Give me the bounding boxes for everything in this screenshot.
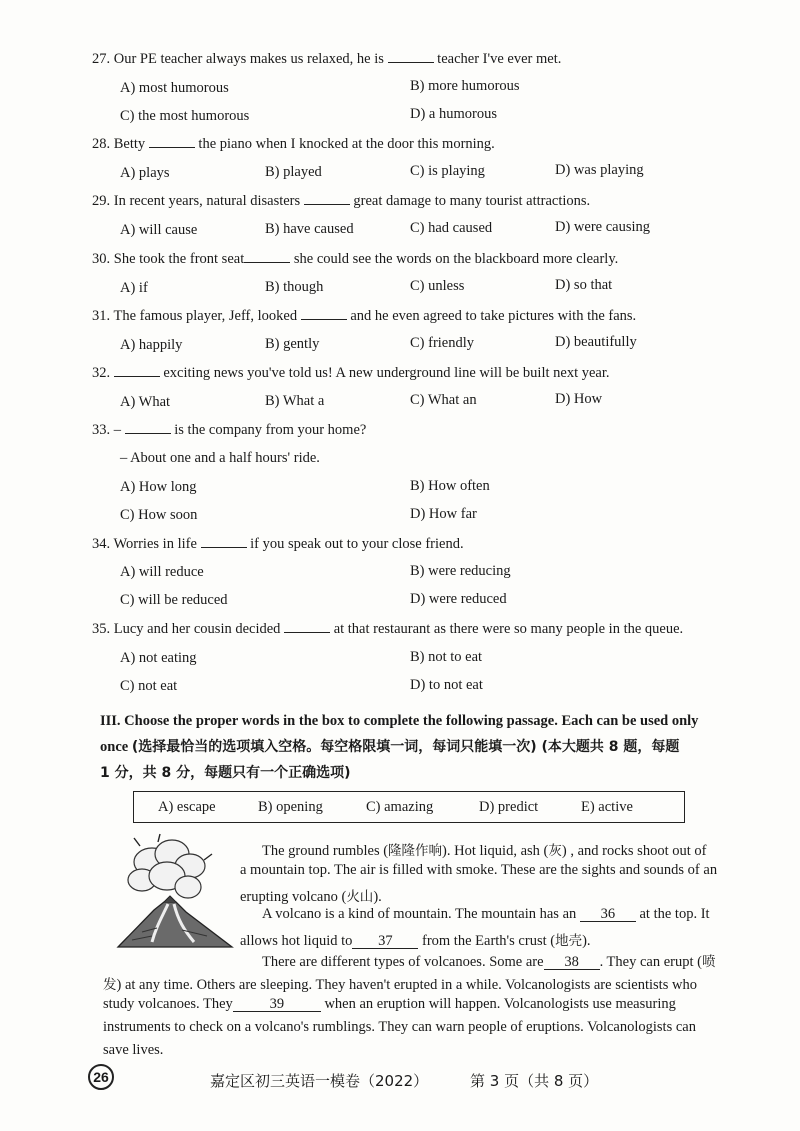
option-31-b[interactable]: B) gently — [265, 336, 320, 352]
answer-blank[interactable] — [304, 192, 350, 205]
answer-blank[interactable] — [301, 307, 347, 320]
option-34-b[interactable]: B) were reducing — [410, 563, 511, 579]
question-34: 34. Worries in life if you speak out to your close friend. — [92, 536, 464, 552]
option-31-c[interactable]: C) friendly — [410, 335, 475, 351]
option-30-d[interactable]: D) so that — [555, 277, 613, 293]
blank-38[interactable]: 38 — [544, 955, 600, 970]
option-33-d[interactable]: D) How far — [410, 506, 477, 522]
page-badge: 26 — [88, 1064, 114, 1090]
passage-p3-line5: save lives. — [103, 1042, 164, 1058]
option-27-b[interactable]: B) more humorous — [410, 78, 520, 94]
option-32-c[interactable]: C) What an — [410, 392, 477, 408]
question-32: 32. exciting news you've told us! A new underground line will be built next year. — [92, 365, 610, 381]
option-29-a[interactable]: A) will cause — [120, 222, 198, 238]
option-34-a[interactable]: A) will reduce — [120, 564, 204, 580]
option-31-a[interactable]: A) happily — [120, 337, 183, 353]
option-29-c[interactable]: C) had caused — [410, 220, 493, 236]
volcano-illustration — [112, 832, 237, 952]
word-option-d[interactable]: D) predict — [479, 799, 539, 815]
word-option-e[interactable]: E) active — [581, 799, 633, 815]
section-3-line-1: III. Choose the proper words in the box to complete the following passage. Each can be used only — [100, 713, 699, 729]
option-33-c[interactable]: C) How soon — [120, 507, 198, 523]
option-35-d[interactable]: D) to not eat — [410, 677, 483, 693]
option-27-a[interactable]: A) most humorous — [120, 80, 229, 96]
passage-p2-line1: A volcano is a kind of mountain. The mountain has an 36 at the top. It — [262, 906, 710, 922]
option-30-b[interactable]: B) though — [265, 279, 324, 295]
question-27: 27. Our PE teacher always makes us relaxed, he is teacher I've ever met. — [92, 51, 562, 67]
question-30: 30. She took the front seat she could see the words on the blackboard more clearly. — [92, 251, 619, 267]
option-32-b[interactable]: B) What a — [265, 393, 325, 409]
passage-p3-line2: 发) at any time. Others are sleeping. They haven't erupted in a while. Volcanologists are scientists who — [103, 977, 697, 993]
answer-blank[interactable] — [125, 421, 171, 434]
passage-p3-line4: instruments to check on a volcano's rumblings. They can warn people of eruptions. Volcanologists can — [103, 1019, 696, 1035]
option-31-d[interactable]: D) beautifully — [555, 334, 637, 350]
option-29-b[interactable]: B) have caused — [265, 221, 354, 237]
answer-blank[interactable] — [201, 535, 247, 548]
question-31: 31. The famous player, Jeff, looked and he even agreed to take pictures with the fans. — [92, 308, 637, 324]
option-30-c[interactable]: C) unless — [410, 278, 465, 294]
question-28: 28. Betty the piano when I knocked at the door this morning. — [92, 136, 495, 152]
option-33-b[interactable]: B) How often — [410, 478, 490, 494]
blank-36[interactable]: 36 — [580, 907, 636, 922]
option-33-a[interactable]: A) How long — [120, 479, 197, 495]
question-29: 29. In recent years, natural disasters great damage to many tourist attractions. — [92, 193, 591, 209]
footer-title: 嘉定区初三英语一模卷（2022） — [210, 1072, 429, 1090]
section-3-line-3: 1 分，共 8 分，每题只有一个正确选项) — [100, 765, 351, 781]
footer-page-number: 第 3 页（共 8 页） — [470, 1072, 599, 1090]
option-35-b[interactable]: B) not to eat — [410, 649, 483, 665]
word-box — [133, 791, 685, 823]
option-27-d[interactable]: D) a humorous — [410, 106, 497, 122]
option-30-a[interactable]: A) if — [120, 280, 148, 296]
option-32-d[interactable]: D) How — [555, 391, 603, 407]
option-32-a[interactable]: A) What — [120, 394, 171, 410]
answer-blank[interactable] — [149, 135, 195, 148]
option-28-d[interactable]: D) was playing — [555, 162, 644, 178]
passage-p1-line2: a mountain top. The air is filled with smoke. These are the sights and sounds of an — [240, 862, 718, 878]
word-option-a[interactable]: A) escape — [158, 799, 216, 815]
option-34-c[interactable]: C) will be reduced — [120, 592, 228, 608]
word-option-c[interactable]: C) amazing — [366, 799, 434, 815]
option-35-c[interactable]: C) not eat — [120, 678, 178, 694]
answer-blank[interactable] — [284, 620, 330, 633]
answer-blank[interactable] — [244, 250, 290, 263]
question-35: 35. Lucy and her cousin decided at that restaurant as there were so many people in the queue. — [92, 621, 684, 637]
question-33-reply: – About one and a half hours' ride. — [120, 450, 320, 466]
answer-blank[interactable] — [114, 364, 160, 377]
option-27-c[interactable]: C) the most humorous — [120, 108, 250, 124]
passage-p3-line1: There are different types of volcanoes. Some are 38 . They can erupt (喷 — [262, 954, 716, 970]
passage-p2-line2: allows hot liquid to 37 from the Earth's crust (地壳). — [240, 933, 591, 949]
option-35-a[interactable]: A) not eating — [120, 650, 197, 666]
passage-p1-line3: erupting volcano (火山). — [240, 889, 382, 905]
option-28-b[interactable]: B) played — [265, 164, 322, 180]
word-option-b[interactable]: B) opening — [258, 799, 323, 815]
section-3-heading — [100, 708, 765, 786]
option-28-c[interactable]: C) is playing — [410, 163, 485, 179]
passage-p1-line1: The ground rumbles (隆隆作响). Hot liquid, ash (灰) , and rocks shoot out of — [262, 843, 707, 859]
option-34-d[interactable]: D) were reduced — [410, 591, 507, 607]
passage-p3-line3: study volcanoes. They 39 when an eruption will happen. Volcanologists use measuring — [103, 996, 676, 1012]
blank-37[interactable]: 37 — [352, 934, 418, 949]
option-29-d[interactable]: D) were causing — [555, 219, 651, 235]
section-3-line-2: once (选择最恰当的选项填入空格。每空格限填一词，每词只能填一次) (本大题共 8 题，每题 — [100, 739, 680, 755]
answer-blank[interactable] — [388, 50, 434, 63]
blank-39[interactable]: 39 — [233, 997, 321, 1012]
option-28-a[interactable]: A) plays — [120, 165, 170, 181]
question-33: 33. – is the company from your home? — [92, 422, 367, 438]
